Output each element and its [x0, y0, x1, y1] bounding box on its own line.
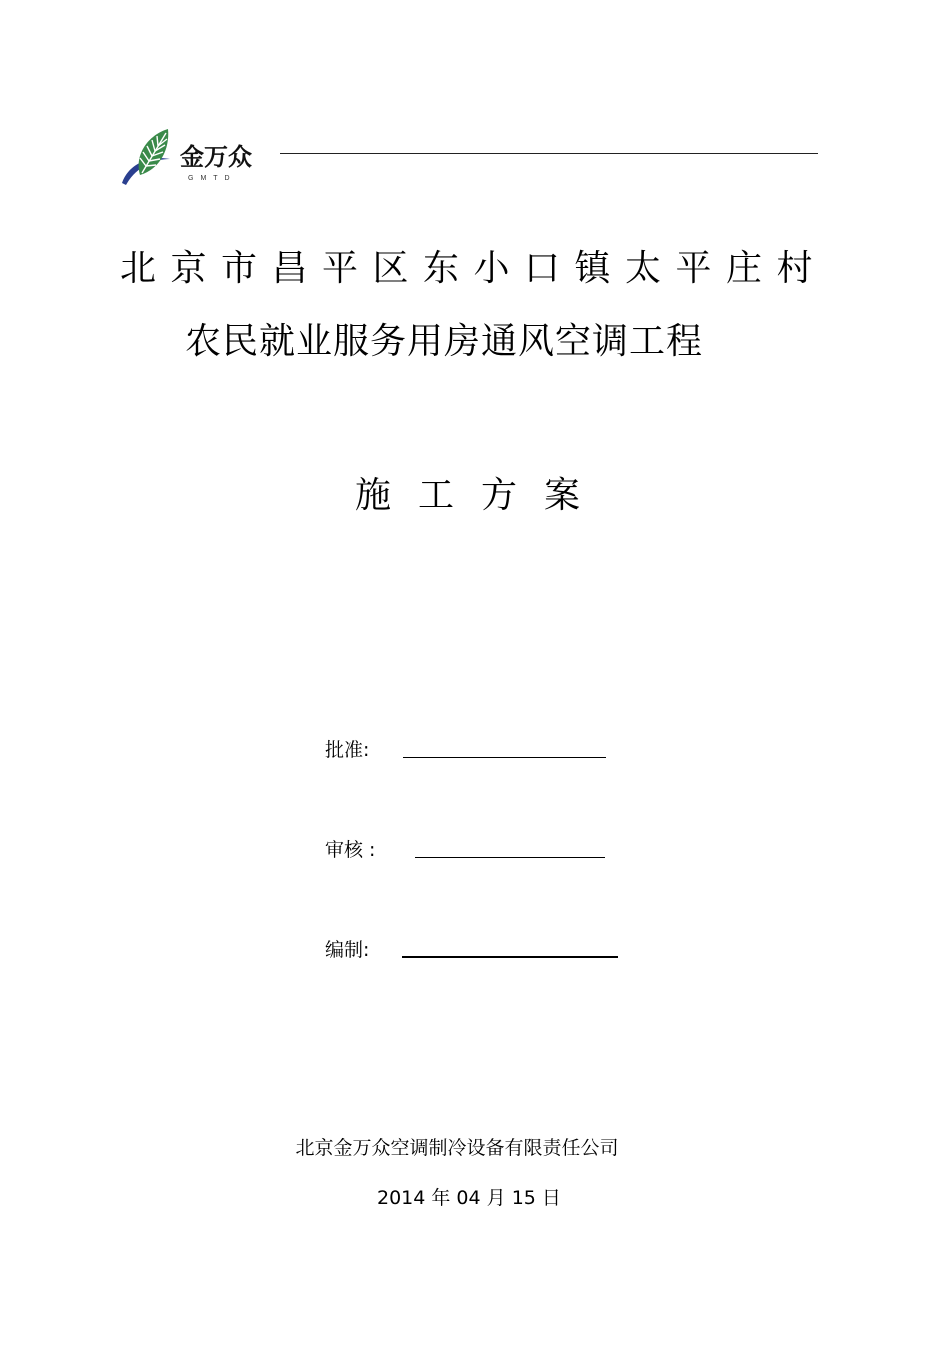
review-row [325, 835, 375, 862]
project-title-line1: 北京市昌平区东小口镇太平庄村 [120, 248, 828, 289]
logo-text-en: GMTD [188, 175, 237, 182]
company-name: 北京金万众空调制冷设备有限责任公司 [295, 1137, 619, 1159]
review-signature-line [415, 857, 605, 858]
document-type-heading: 施工方案 [355, 475, 608, 516]
compile-row [325, 935, 369, 962]
approve-label: 批准: [325, 739, 370, 761]
logo-text-cn: 金万众 [180, 142, 252, 171]
company-logo [118, 125, 278, 190]
approve-row [325, 735, 369, 762]
approve-signature-line [403, 757, 606, 758]
project-title-line2: 农民就业服务用房通风空调工程 [185, 321, 704, 362]
company-name-row [0, 1133, 950, 1160]
compile-signature-line [402, 956, 618, 958]
header-divider [280, 153, 818, 154]
review-label: 审核 : [325, 839, 376, 861]
compile-label: 编制: [325, 939, 370, 961]
leaf-logo-icon [118, 125, 188, 190]
document-date: 2014 年 04 月 15 日 [377, 1187, 561, 1209]
